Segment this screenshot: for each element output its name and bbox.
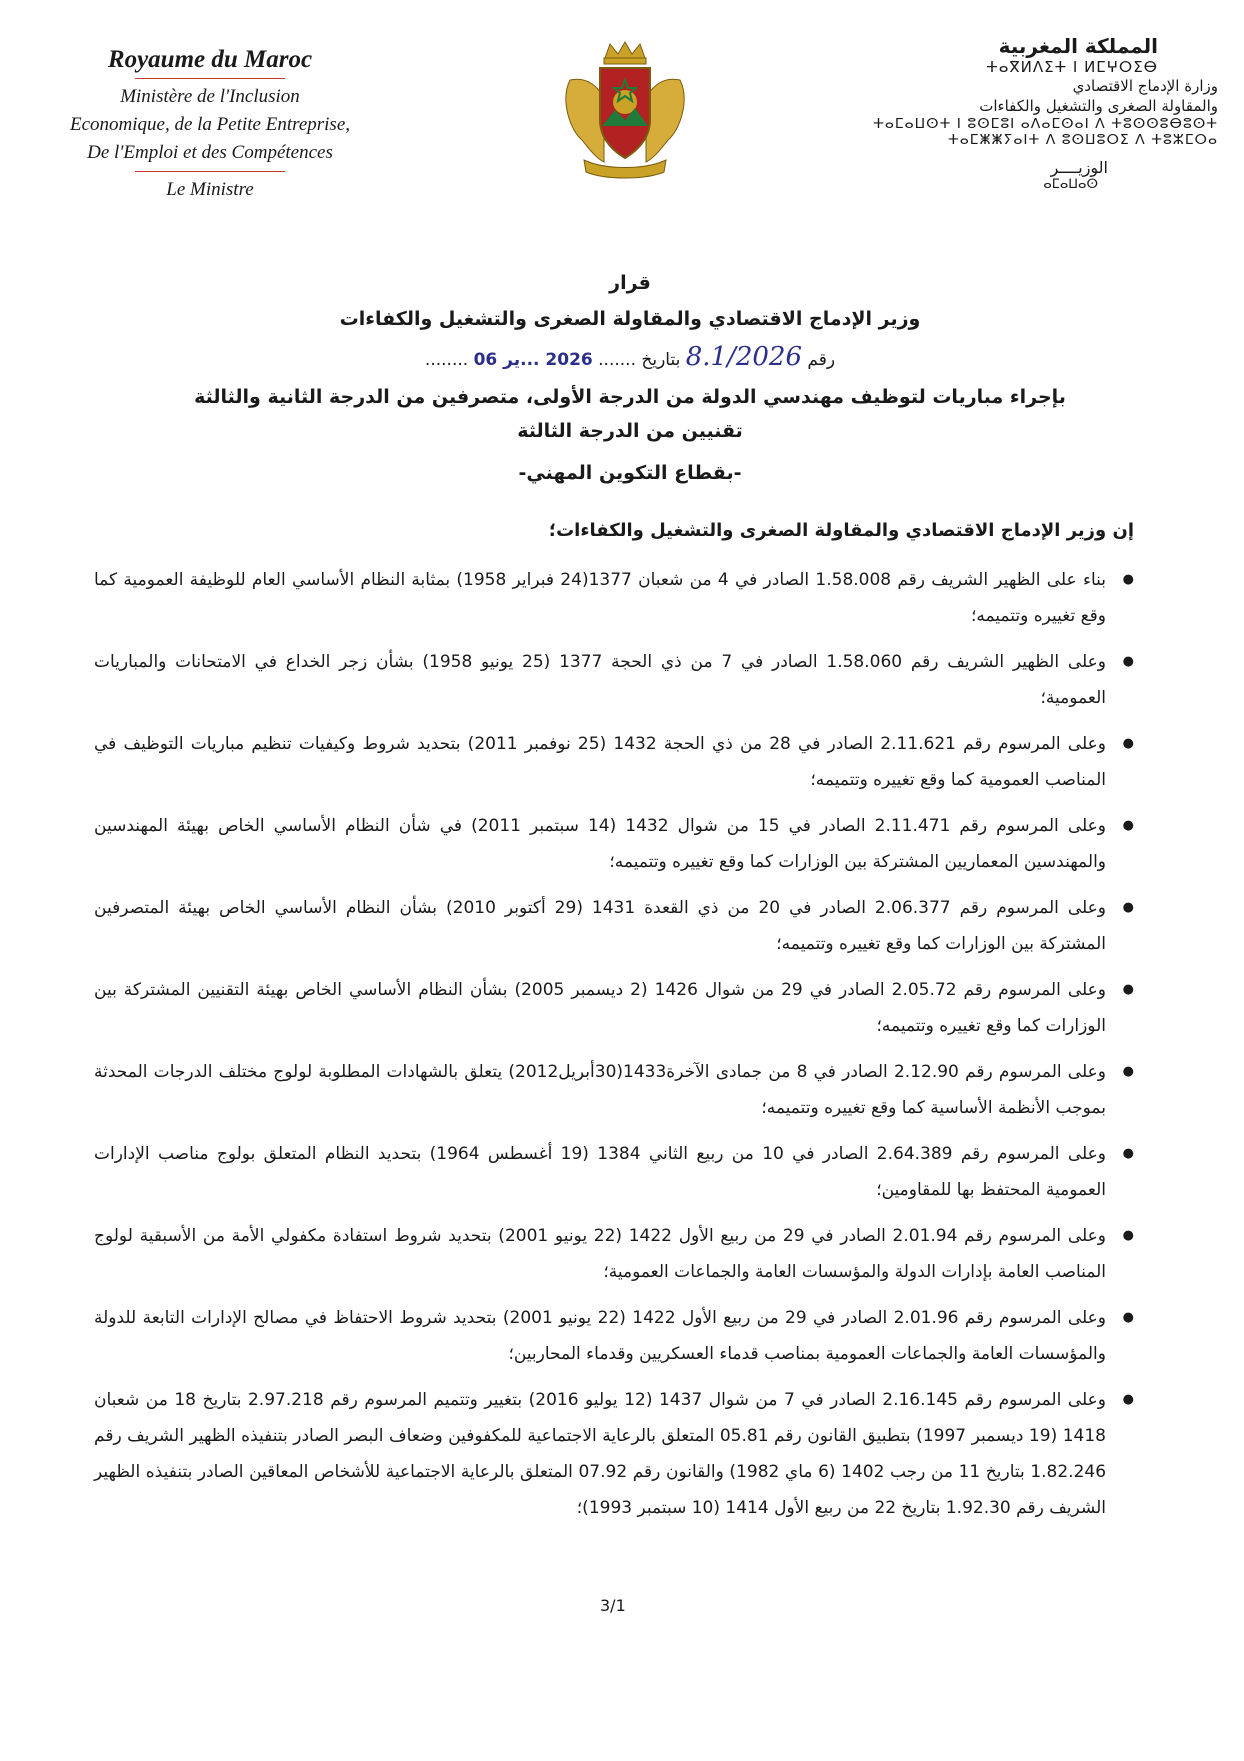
list-item: ● وعلى المرسوم رقم 2.12.90 الصادر في 8 من جمادى الآخرة1433(30أبريل2012) يتعلق بالشهادات المطلوبة لولوج مختلف الدرجات المحدثة بموجب الأنظمة الأساسية كما وقع تغييره وتتميمه؛ [94,1054,1134,1126]
kingdom-name-fr: Royaume du Maroc [107,46,313,73]
list-item: ● وعلى المرسوم رقم 2.01.94 الصادر في 29 من ربيع الأول 1422 (22 يونيو 2001) بتحديد شروط استفادة مكفولي الأمة من الأسبقية لولوج المناصب العامة بإدارات الدولة والمؤسسات العامة والجماعات العمومية؛ [94,1218,1134,1290]
list-item: ● وعلى المرسوم رقم 2.16.145 الصادر في 7 من شوال 1437 (12 يوليو 2016) بتغيير وتتميم المرسوم رقم 2.97.218 بتاريخ 18 من شعبان 1418 (19 ديسمبر 1997) بتطبيق القانون رقم 05.81 المتعلق بالرعاية الاجتماعية للمكفوفين وضعاف البصر الصادر بتنفيذه الظهير الشريف رقم 1.82.246 بتاريخ 11 من رجب 1402 (6 ماي 1982) والقانون رقم 07.92 المتعلق بالرعاية الاجتماعية للأشخاص المعاقين الصادر بتنفيذه الظهير الشريف رقم 1.92.30 بتاريخ 22 من ربيع الأول 1414 (10 سبتمبر 1993)؛ [94,1382,1134,1526]
office-fr: Le Ministre [166,179,254,200]
ministry-line-2-tifinagh: ⵜⴰⵎⵥⵥⵢⴰⵏⵜ ⴷ ⵓⵙⵡⵓⵔⵉ ⴷ ⵜⵓⵣⵎⵔⴰ [947,132,1218,148]
decision-issuer: وزير الإدماج الاقتصادي والمقاولة الصغرى والتشغيل والكفاءات [339,308,921,330]
decision-sector: -بقطاع التكوين المهني- [518,462,742,484]
coat-of-arms-emblem [560,40,690,180]
divider [135,171,285,172]
decision-heading: قرار [609,272,651,294]
divider [135,78,285,79]
ministry-line-1-tifinagh: ⵜⴰⵎⴰⵡⵙⵜ ⵏ ⵓⵙⵎⵓⵏ ⴰⴷⴰⵎⵙⴰⵏ ⴷ ⵜⵓⵙⵙⵓⴱⵓⵙⵜ [873,116,1218,132]
kingdom-name-ar: المملكة المغربية [998,34,1158,58]
number-prefix: رقم [807,350,836,370]
minister-tifinagh: ⴰⵎⴰⵡⴰⵙ [1043,177,1098,192]
header-right [858,34,1218,192]
kingdom-name-tifinagh: ⵜⴰⴳⵍⴷⵉⵜ ⵏ ⵍⵎⵖⵔⵉⴱ [986,58,1158,76]
list-item: ● وعلى المرسوم رقم 2.01.96 الصادر في 29 من ربيع الأول 1422 (22 يونيو 2001) بتحديد شروط الاحتفاظ في مصالح الإدارات التابعة للدولة والمؤسسات العامة والجماعات العمومية بمناصب قدماء العسكريين وقدماء المحاربين؛ [94,1300,1134,1372]
list-item: ● وعلى الظهير الشريف رقم 1.58.060 الصادر في 7 من ذي الحجة 1377 (25 يونيو 1958) بشأن زجر الخداع في الامتحانات والمباريات العمومية؛ [94,644,1134,716]
decision-number-line [150,342,1110,372]
preamble: إن وزير الإدماج الاقتصادي والمقاولة الصغرى والتشغيل والكفاءات؛ [548,520,1134,541]
decision-title-block [150,272,1110,484]
handwritten-number: 8.1/2026 [685,342,803,372]
list-item: ● وعلى المرسوم رقم 2.64.389 الصادر في 10 من ربيع الثاني 1384 (19 أغسطس 1964) بتحديد النظام المتعلق بولوج مناصب الإدارات العمومية المحتفظ بها للمقاومين؛ [94,1136,1134,1208]
list-item: ● بناء على الظهير الشريف رقم 1.58.008 الصادر في 4 من شعبان 1377(24 فبراير 1958) بمثابة النظام الأساسي العام للوظيفة العمومية كما وقع تغييره وتتميمه؛ [94,562,1134,634]
decision-subject-line-2: تقنيين من الدرجة الثالثة [517,420,743,442]
decision-subject-line-1: بإجراء مباريات لتوظيف مهندسي الدولة من الدرجة الأولى، متصرفين من الدرجة الثانية والثالثة [194,386,1066,408]
page-number: 3/1 [600,1596,626,1615]
date-stamp: 2026 ...ير 06 [473,350,593,370]
list-item: ● وعلى المرسوم رقم 2.05.72 الصادر في 29 من شوال 1426 (2 ديسمبر 2005) بشأن النظام الأساسي الخاص بهيئة التقنيين المشتركة بين الوزارات كما وقع تغييره وتتميمه؛ [94,972,1134,1044]
minister-ar: الوزيــــر [1050,158,1108,177]
legal-basis-list [94,562,1134,1536]
list-item: ● وعلى المرسوم رقم 2.11.471 الصادر في 15 من شوال 1432 (14 سبتمبر 2011) في شأن النظام الأساسي الخاص بهيئة المهندسين والمهندسين المعماريين المشتركة بين الوزارات كما وقع تغييره وتتميمه؛ [94,808,1134,880]
list-item: ● وعلى المرسوم رقم 2.06.377 الصادر في 20 من ذي القعدة 1431 (29 أكتوبر 2010) بشأن النظام الأساسي الخاص بهيئة المتصرفين المشتركة بين الوزارات كما وقع تغييره وتتميمه؛ [94,890,1134,962]
date-prefix: بتاريخ ....... [598,350,681,370]
ministry-line-3-fr: De l'Emploi et des Compétences [87,142,333,163]
ministry-line-2-fr: Economique, de la Petite Entreprise, [70,114,350,135]
date-suffix: ........ [424,350,469,370]
ministry-line-1-fr: Ministère de l'Inclusion [120,86,300,107]
header-left [30,46,390,204]
ministry-line-1-ar: وزارة الإدماج الاقتصادي [1072,77,1218,95]
ministry-line-2-ar: والمقاولة الصغرى والتشغيل والكفاءات [979,97,1218,115]
list-item: ● وعلى المرسوم رقم 2.11.621 الصادر في 28 من ذي الحجة 1432 (25 نوفمبر 2011) بتحديد شروط وكيفيات تنظيم مباريات التوظيف في المناصب العمومية كما وقع تغييره وتتميمه؛ [94,726,1134,798]
